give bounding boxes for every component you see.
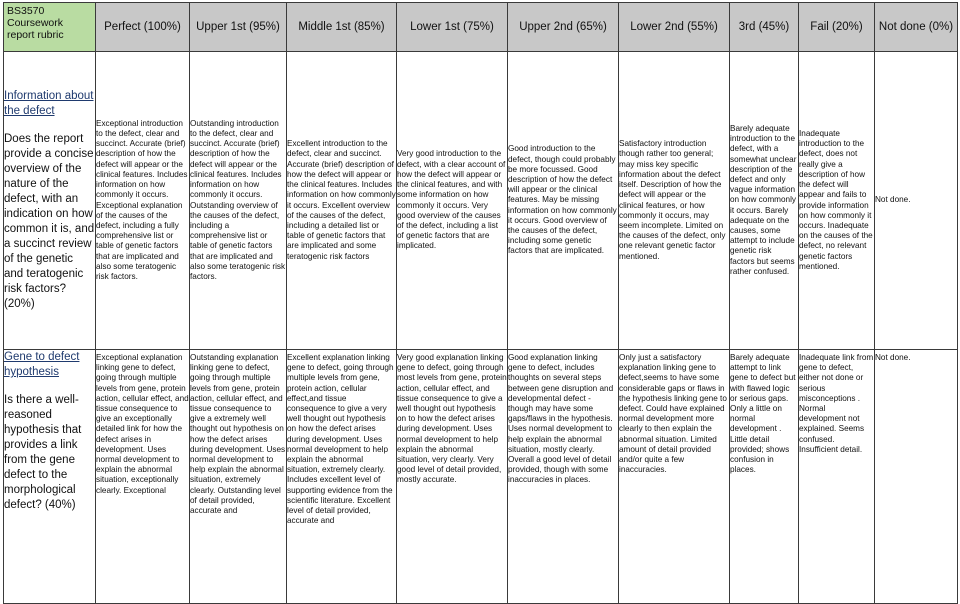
criterion-cell — [4, 52, 96, 350]
descriptor-cell: Not done. — [875, 350, 958, 604]
criterion-title: Gene to defect hypothesis — [4, 351, 80, 378]
column-header: Perfect (100%) — [96, 3, 190, 52]
criterion-row — [4, 350, 958, 604]
column-header: Fail (20%) — [799, 3, 875, 52]
column-header: Middle 1st (85%) — [287, 3, 397, 52]
descriptor-cell: Inadequate link from gene to defect, either not done or serious misconceptions . Normal development not explained. Seems confused. Insufficient detail. — [799, 350, 875, 604]
descriptor-cell: Satisfactory introduction though rather too general; may miss key specific information about the defect itself. Description of how the defect will appear or the clinical features, or how commonly it occurs, may seem incomplete. Limited on the causes of the defect, only one relevant genetic factor mentioned. — [619, 52, 730, 350]
criterion-cell — [4, 350, 96, 604]
descriptor-cell: Barely adequate attempt to link gene to defect but with flawed logic or serious gaps. Only a little on normal development . Little detail provided; shows confusion in places. — [730, 350, 799, 604]
descriptor-cell: Barely adequate introduction to the defect, with a somewhat unclear description of the defect and only vague information on how commonly it occurs. Barely adequate on the causes, some attempt to include genetic risk factors but seems rather confused. — [730, 52, 799, 350]
header-row — [4, 3, 958, 52]
column-header: Upper 2nd (65%) — [508, 3, 619, 52]
criterion-row — [4, 52, 958, 350]
descriptor-cell: Exceptional explanation linking gene to defect, going through multiple levels from gene, protein action, cellular effect, and tissue consequence to give an exceptionally detailed link for how the defect arises in development. Uses normal development to explain the abnormal situation, exceptionally clearly. Exceptional — [96, 350, 190, 604]
descriptor-cell: Outstanding explanation linking gene to defect, going through multiple levels from gene, protein action, cellular effect, and tissue consequence to give a extremely well thought out hypothesis on how the defect arises during development. Uses normal development to help explain the abnormal situation, extremely clearly. Outstanding level of detail provided, accurate and — [190, 350, 287, 604]
criterion-question: Does the report provide a concise overview of the nature of the defect, with an indication on how common it is, and a succinct review of the genetic and teratogenic risk factors? (20%) — [4, 133, 95, 310]
descriptor-cell: Inadequate introduction to the defect, does not really give a description of how the defect will appear and fails to provide information on how commonly it occurs. Inadequate on the causes of the defect, no relevant genetic factors mentioned. — [799, 52, 875, 350]
column-header: Not done (0%) — [875, 3, 958, 52]
corner-label: BS3570 Coursework report rubric — [4, 3, 96, 52]
descriptor-cell: Good explanation linking gene to defect, includes thoughts on several steps between gene disruption and developmental defect - though may have some gaps/flaws in the hypothesis. Uses normal development to help explain the abnormal situation, mostly clearly. Overall a good level of detail provided, though with some inaccuracies in places. — [508, 350, 619, 604]
descriptor-cell: Excellent introduction to the defect, clear and succinct. Accurate (brief) description of how the defect will appear or the clinical features. Includes information on how commonly it occurs. Excellent overview of the causes of the defect, including a detailed list or table of genetic factors that are implicated and some teratogenic risk factors — [287, 52, 397, 350]
descriptor-cell: Outstanding introduction to the defect, clear and succinct. Accurate (brief) description of how the defect will appear or the clinical features. Includes information on how commonly it occurs. Outstanding overview of the causes of the defect, including a comprehensive list or table of genetic factors that are implicated and also some teratogenic risk factors. — [190, 52, 287, 350]
criterion-question: Is there a well-reasoned hypothesis that provides a link from the gene defect to the morphological defect? (40%) — [4, 394, 82, 511]
descriptor-cell: Excellent explanation linking gene to defect, going through multiple levels from gene, protein action, cellular effect,and tissue consequence to give a very well thought out hypothesis on how the defect arises during development. Uses normal development to help explain the abnormal situation, extremely clearly. Includes excellent level of supporting evidence from the scientific literature. Excellent level of detail provided, accurate and — [287, 350, 397, 604]
descriptor-cell: Very good introduction to the defect, with a clear account of how the defect will appear or the clinical features, and with some information on how commonly it occurs. Very good overview of the causes of the defect, including a list of genetic factors that are implicated. — [397, 52, 508, 350]
descriptor-cell: Exceptional introduction to the defect, clear and succinct. Accurate (brief) description of how the defect will appear or the clinical features. Includes information on how commonly it occurs. Exceptional explanation of the causes of the defect, including a fully comprehensive list or table of genetic factors that are implicated and also some teratogenic risk factors. — [96, 52, 190, 350]
column-header: Upper 1st (95%) — [190, 3, 287, 52]
descriptor-cell: Not done. — [875, 52, 958, 350]
descriptor-cell: Very good explanation linking gene to defect, going through most levels from gene, protein action, cellular effect, and tissue consequence to give a well thought out hypothesis on to how the defect arises during development. Uses normal development to help explain the abnormal situation, very clearly. Very good level of detail provided, mostly accurate. — [397, 350, 508, 604]
descriptor-cell: Good introduction to the defect, though could probably be more focussed. Good description of how the defect will appear or the clinical features. May be missing information on how commonly it occurs. Good overview of the causes of the defect, including some genetic factors that are implicated. — [508, 52, 619, 350]
column-header: Lower 2nd (55%) — [619, 3, 730, 52]
column-header: 3rd (45%) — [730, 3, 799, 52]
criterion-title: Information about the defect — [4, 90, 94, 117]
column-header: Lower 1st (75%) — [397, 3, 508, 52]
descriptor-cell: Only just a satisfactory explanation linking gene to defect,seems to have some considerable gaps or flaws in the hypothesis linking gene to defect. Could have explained normal development more clearly to then explain the abnormal situation. Limited amount of detail provided and/or quite a few inaccuracies. — [619, 350, 730, 604]
rubric-table — [3, 2, 958, 604]
